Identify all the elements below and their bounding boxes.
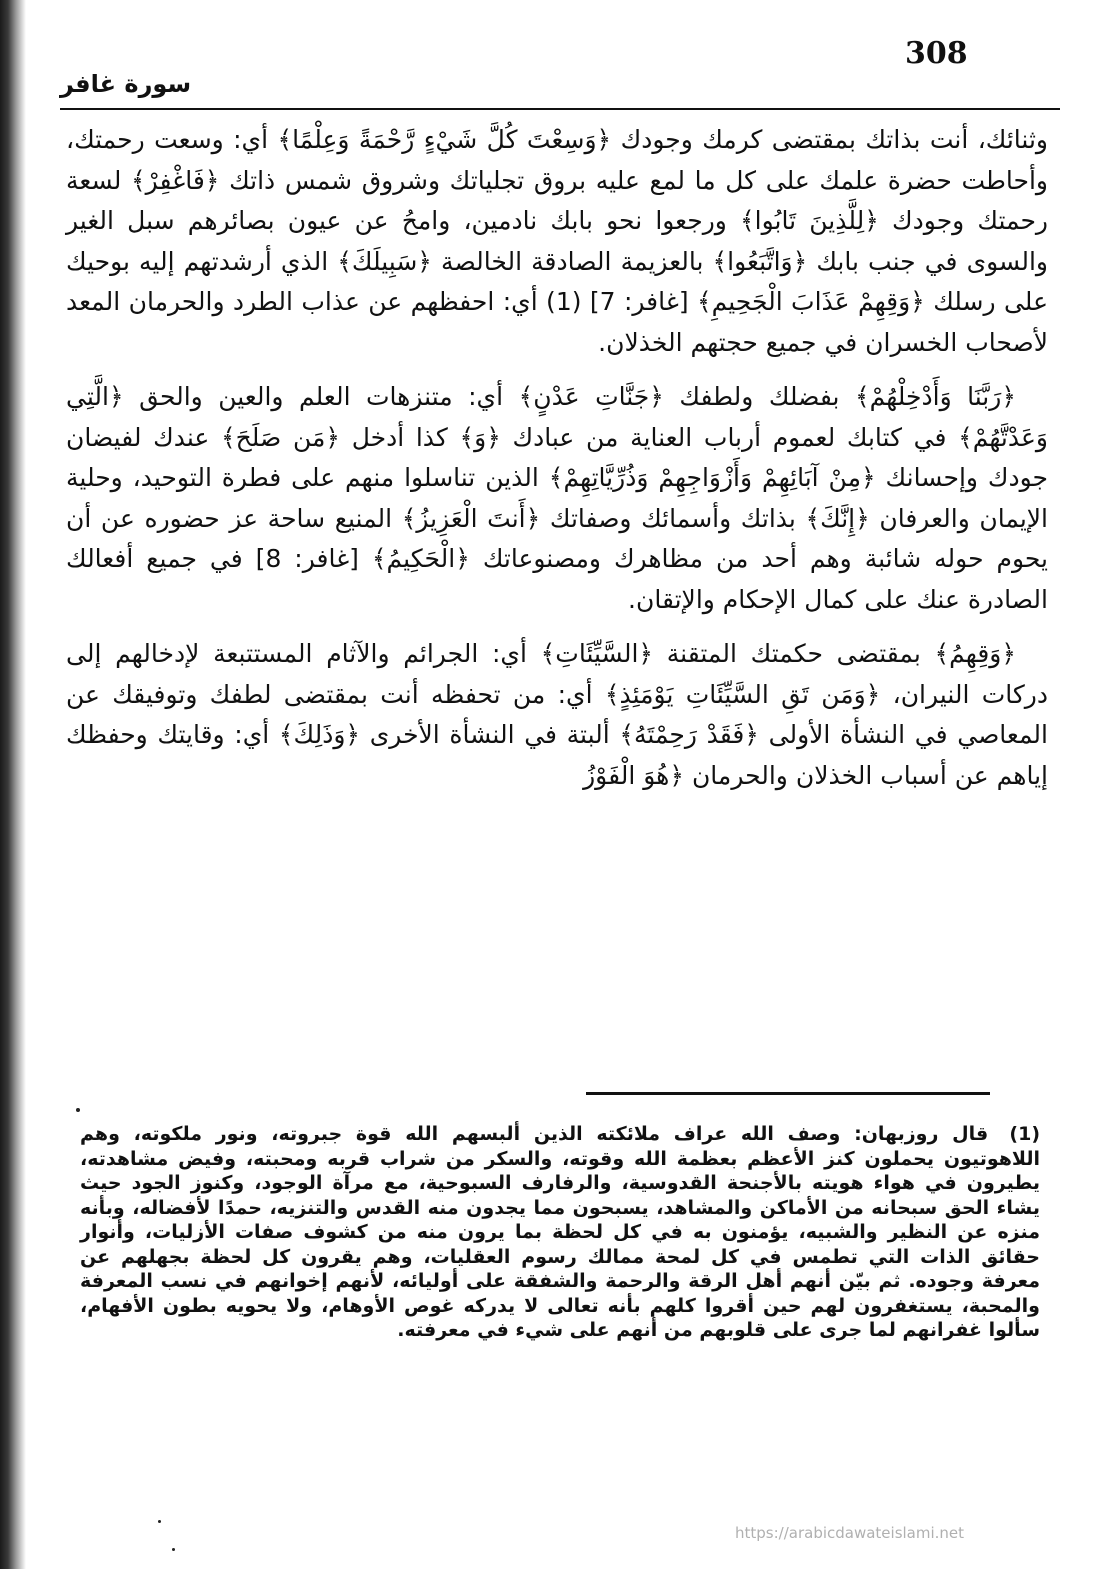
- surah-title: سورة غافر: [60, 70, 192, 98]
- footnote-text: قال روزبهان: وصف الله عراف ملائكته الذين ألبسهم الله قوة جبروته، ونور ملكوته، وهم اللاهوتيون يحملون كنز الأعظم بعظمة الله وقوته، والسكر من شراب قربه ومحبته، وفيض مشاهدته، يطيرون في هواء هويته بالأجنحة القدوسية، والرفارف السبوحية، مع مرآة الوجود، وكنوز الجود حيث يشاء الحق سبحانه من الأماكن والمشاهد، يسبحون مما يجدون منه القدس والتنزيه، حمدًا لأفضاله، وبأنه منزه عن النظير والشبيه، يؤمنون به في كل لحظة بما يرون منه من كشوف صفات الأزليات، وأنوار حقائق الذات التي تطمس في كل لمحة ممالك رسوم العقليات، وهم يقرون كل لحظة بجهلهم عن معرفة وجوده. ثم بيّن أنهم أهل الرقة والرحمة والشفقة على أوليائه، لأنهم إخوانهم في نسب المعرفة والمحبة، يستغفرون لهم حين أقروا كلهم بأنه تعالى لا يدركه غوص الأوهام، ولا يحويه بطون الأفهام، سألوا غفرانهم لما جرى على قلوبهم من أنهم على شيء في معرفته.: [80, 1123, 1040, 1341]
- page-header: [60, 30, 1060, 100]
- footnote-divider: [586, 1092, 990, 1095]
- footnote: [80, 1122, 1040, 1343]
- page-number: 308: [905, 36, 968, 71]
- scan-speck: [158, 1520, 161, 1523]
- scan-speck: [76, 1108, 80, 1112]
- footnote-marker: (1): [1009, 1123, 1040, 1145]
- watermark-url: https://arabicdawateislami.net: [735, 1524, 965, 1542]
- paragraph: ﴿وَقِهِمُ﴾ بمقتضى حكمتك المتقنة ﴿السَّيِّئَاتِ﴾ أي: الجرائم والآثام المستتبعة لإدخالهم إلى دركات النيران، ﴿وَمَن تَقِ السَّيِّئَاتِ يَوْمَئِذٍ﴾ أي: من تحفظه أنت بمقتضى لطفك وتوفيقك عن المعاصي في النشأة الأولى ﴿فَقَدْ رَحِمْتَهُ﴾ ألبتة في النشأة الأخرى ﴿وَذَلِكَ﴾ أي: وقايتك وحفظك إياهم عن أسباب الخذلان والحرمان ﴿هُوَ الْفَوْزُ: [66, 639, 1048, 790]
- paragraph: ﴿رَبَّنَا وَأَدْخِلْهُمْ﴾ بفضلك ولطفك ﴿جَنَّاتِ عَدْنٍ﴾ أي: متنزهات العلم والعين والحق ﴿الَّتِي وَعَدْتَّهُمْ﴾ في كتابك لعموم أرباب العناية من عبادك ﴿وَ﴾ كذا أدخل ﴿مَن صَلَحَ﴾ عندك لفيضان جودك وإحسانك ﴿مِنْ آبَائِهِمْ وَأَزْوَاجِهِمْ وَذُرِّيَّاتِهِمْ﴾ الذين تناسلوا منهم على فطرة التوحيد، وحلية الإيمان والعرفان ﴿إِنَّكَ﴾ بذاتك وأسمائك وصفاتك ﴿أَنتَ الْعَزِيزُ﴾ المنيع ساحة عز حضوره عن أن يحوم حوله شائبة وهم أحد من مظاهرك ومصنوعاتك ﴿الْحَكِيمُ﴾ [غافر: 8] في جميع أفعالك الصادرة عنك على كمال الإحكام والإتقان.: [66, 382, 1048, 614]
- scan-speck: [172, 1548, 175, 1551]
- scan-shadow-edge: [0, 0, 26, 1569]
- paragraph: وثنائك، أنت بذاتك بمقتضى كرمك وجودك ﴿وَسِعْتَ كُلَّ شَيْءٍ رَّحْمَةً وَعِلْمًا﴾ أي: وسعت رحمتك، وأحاطت حضرة علمك على كل ما لمع عليه بروق تجلياتك وشروق شمس ذاتك ﴿فَاغْفِرْ﴾ لسعة رحمتك وجودك ﴿لِلَّذِينَ تَابُوا﴾ ورجعوا نحو بابك نادمين، وامحُ عن عيون بصائرهم سبل الغير والسوى في جنب بابك ﴿وَاتَّبَعُوا﴾ بالعزيمة الصادقة الخالصة ﴿سَبِيلَكَ﴾ الذي أرشدتهم إليه بوحيك على رسلك ﴿وَقِهِمْ عَذَابَ الْجَحِيمِ﴾ [غافر: 7] (1) أي: احفظهم عن عذاب الطرد والحرمان المعد لأصحاب الخسران في جميع حجتهم الخذلان.: [66, 125, 1048, 357]
- header-divider: [60, 108, 1060, 110]
- main-text: [66, 120, 1048, 810]
